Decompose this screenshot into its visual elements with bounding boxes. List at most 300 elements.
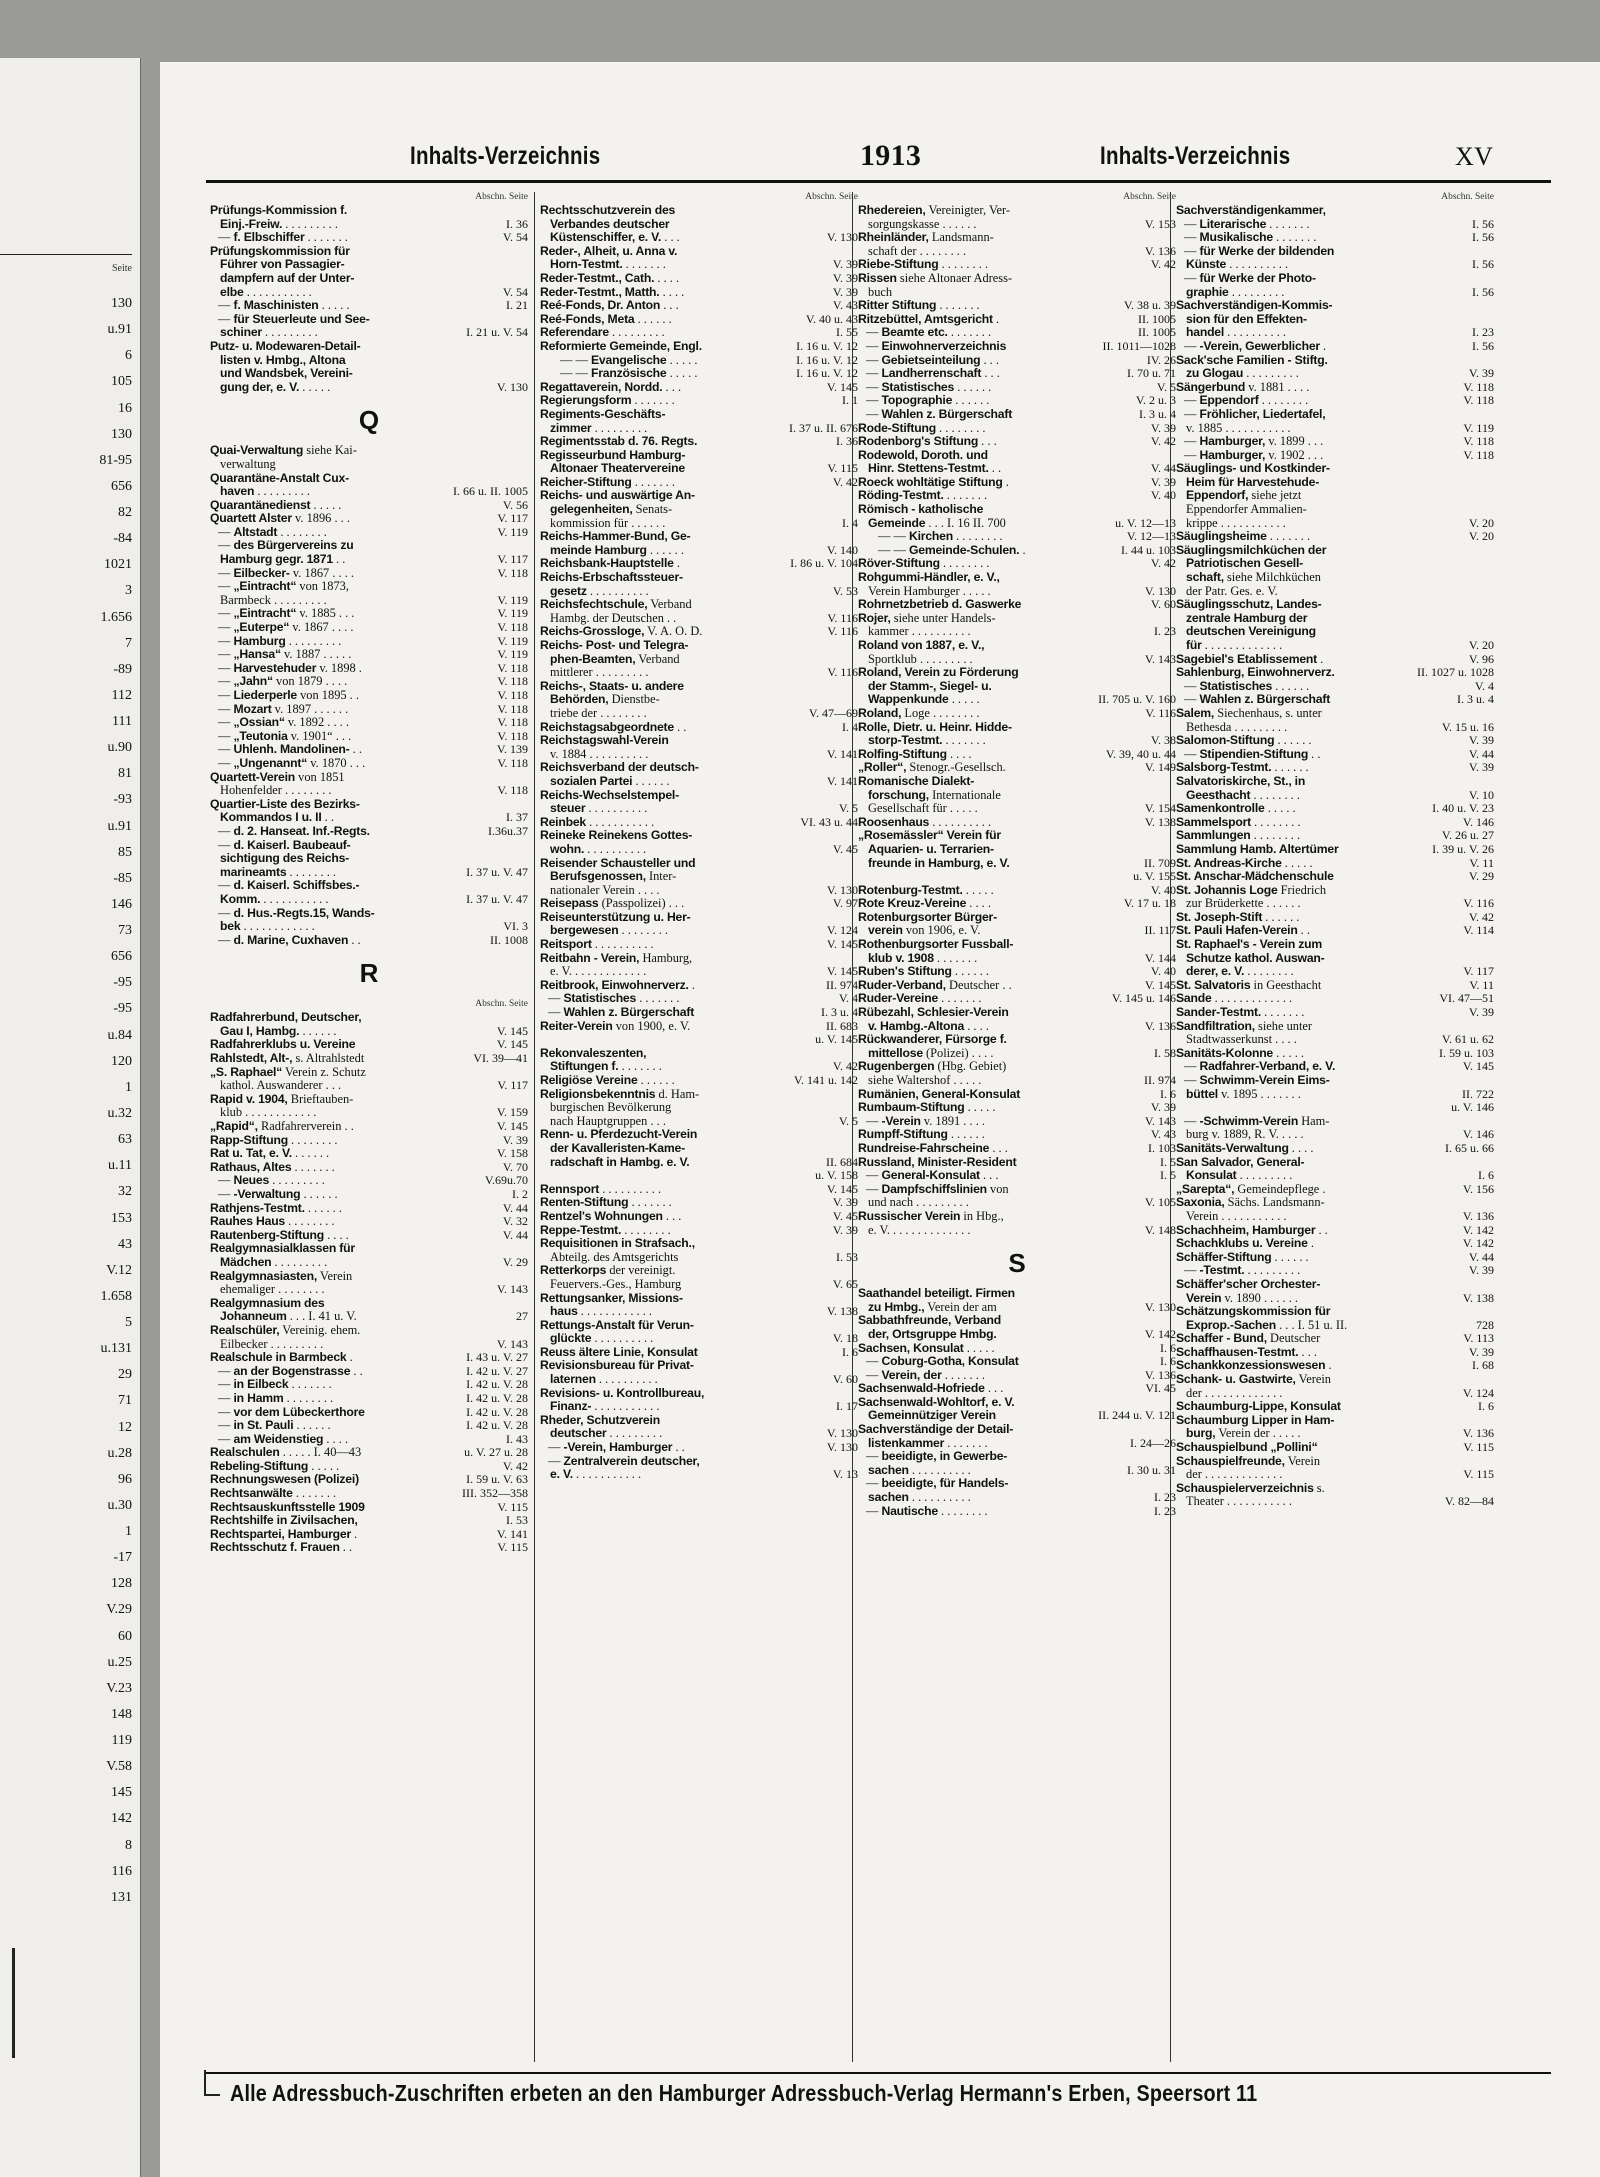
entry-name: — für Werke der bildenden [1184, 244, 1335, 258]
index-entry [1176, 1251, 1494, 1265]
prev-page-number: V.29 [106, 1602, 132, 1618]
index-entry [540, 1455, 858, 1469]
entry-name: Sängerbund v. 1881 . . . . [1176, 380, 1310, 394]
entry-reference: V. 130 [1144, 583, 1176, 598]
entry-reference: V. 141 u. 142 [793, 1073, 858, 1087]
entry-name: Religiöse Vereine . . . . . . [540, 1074, 675, 1087]
entry-reference: V. 105 [1144, 1195, 1176, 1210]
index-entry [210, 313, 528, 327]
entry-name: Rekonvaleszenten, [540, 1046, 647, 1060]
index-entry [1176, 1495, 1494, 1509]
index-entry [858, 517, 1176, 531]
entry-name: Rodewold, Doroth. und [858, 448, 988, 462]
prev-page-number: 63 [118, 1132, 132, 1148]
entry-name: Bethesda . . . . . . . . . [1186, 720, 1288, 734]
index-entry [858, 422, 1176, 436]
entry-name: Rohgummi-Händler, e. V., [858, 571, 1000, 585]
index-entry [540, 1142, 858, 1156]
index-entry [1176, 435, 1494, 449]
entry-name: — — Evangelische . . . . . [560, 353, 698, 367]
index-entry [858, 1328, 1176, 1342]
entry-name: Rennsport . . . . . . . . . . [540, 1182, 662, 1196]
entry-name: Einj.-Freiw. . . . . . . . . . [220, 217, 338, 231]
entry-name: Reineke Reinekens Gottes- [540, 829, 693, 843]
entry-reference: V. 39 [1468, 760, 1494, 775]
index-entry [1176, 1060, 1494, 1074]
entry-name: — Beamte etc. . . . . . . . [866, 326, 992, 340]
entry-name: Ruben's Stiftung . . . . . . [858, 965, 989, 979]
entry-reference: V. 11 [1469, 855, 1494, 870]
index-entry [1176, 367, 1494, 381]
entry-reference: V. 70 [502, 1159, 528, 1174]
entry-name: Hamburg gegr. 1871 . . [220, 553, 346, 567]
index-entry [540, 1047, 858, 1061]
index-entry [1176, 272, 1494, 286]
index-entry [210, 1270, 528, 1284]
index-entry [1176, 870, 1494, 884]
entry-name: — Schwimm-Verein Eims- [1184, 1074, 1330, 1087]
entry-reference: I. 5 [1160, 1154, 1176, 1169]
entry-name: — Hamburg . . . . . . . . . [218, 634, 342, 648]
entry-name: bek . . . . . . . . . . . . [220, 920, 315, 934]
entry-name: — -Verwaltung . . . . . . [218, 1188, 338, 1201]
entry-reference: 27 [516, 1309, 528, 1324]
entry-reference: I. 30 u. 31 [1127, 1462, 1176, 1477]
index-entry [1176, 612, 1494, 626]
index-entry [1176, 802, 1494, 816]
entry-name: Reformierte Gemeinde, Engl. [540, 339, 702, 353]
entry-reference: V. 5 [838, 801, 858, 816]
entry-reference: V. 116 [1145, 705, 1176, 720]
entry-name: Schaumburg Lipper in Ham- [1176, 1413, 1335, 1427]
index-entry [858, 381, 1176, 395]
entry-name: Reisender Schausteller und [540, 856, 696, 870]
index-entry [540, 1292, 858, 1306]
index-entry [210, 1297, 528, 1311]
entry-name: e. V. . . . . . . . . . . . . . [868, 1223, 971, 1237]
entry-reference: V. 145 [826, 379, 858, 394]
entry-name: Reder-Testmt., Cath. . . . . [540, 271, 680, 285]
prev-page-number: V.58 [106, 1759, 132, 1775]
prev-page-number: 131 [111, 1889, 132, 1905]
entry-name: Renten-Stiftung . . . . . . . [540, 1196, 672, 1210]
entry-name: Quarantäne-Anstalt Cux- [210, 471, 349, 485]
index-entry [540, 748, 858, 762]
entry-name: Schauspielerverzeichnis s. [1176, 1481, 1325, 1495]
entry-name: Rechtsschutzverein des [540, 204, 676, 217]
index-entry [858, 340, 1176, 354]
index-entry [210, 1174, 528, 1188]
entry-reference: V. 18 [832, 1331, 858, 1346]
index-entry [1176, 680, 1494, 694]
prev-page-number: -89 [113, 661, 132, 677]
entry-name: Romanische Dialekt- [858, 774, 975, 788]
index-entry [1176, 748, 1494, 762]
entry-reference: V. 115 [827, 461, 858, 476]
entry-reference: I. 6 [842, 1344, 858, 1359]
entry-name: zu Hmbg., Verein der am [868, 1300, 997, 1314]
index-entry [1176, 639, 1494, 653]
entry-name: v. 1884 . . . . . . . . . . [550, 747, 649, 761]
entry-reference: I. 70 u. 71 [1127, 366, 1176, 381]
index-entry [858, 924, 1176, 938]
entry-reference: I. 23 [1154, 1490, 1176, 1505]
index-entry [210, 1188, 528, 1202]
entry-name: Behörden, Dienstbe- [550, 693, 660, 707]
entry-name: graphie . . . . . . . . . [1186, 285, 1285, 299]
index-entry [1176, 1196, 1494, 1210]
entry-reference: V. 116 [827, 624, 858, 639]
index-entry [1176, 1128, 1494, 1142]
entry-reference: I. 4 [842, 515, 858, 530]
index-entry [210, 526, 528, 540]
entry-name: Barmbeck . . . . . . . . . [220, 593, 327, 607]
index-entry [540, 816, 858, 830]
entry-reference: V. 146 [1462, 814, 1494, 829]
entry-name: Berufsgenossen, Inter- [550, 870, 677, 884]
entry-reference: V. 96 [1468, 651, 1494, 666]
index-entry [210, 1256, 528, 1270]
entry-name: — Neues . . . . . . . . . [218, 1174, 325, 1188]
index-entry [210, 1446, 528, 1460]
index-entry [858, 1060, 1176, 1074]
entry-name: Künste . . . . . . . . . . [1186, 258, 1289, 272]
index-entry [540, 775, 858, 789]
entry-reference: V. 11 [1469, 977, 1494, 992]
entry-name: — -Testmt. . . . . . . . . . [1184, 1264, 1301, 1278]
index-entry [210, 784, 528, 798]
index-entry [540, 1074, 858, 1088]
entry-name: Rodenborg's Stiftung . . . [858, 435, 997, 449]
entry-reference: V. 39 [1150, 474, 1176, 489]
index-entry [858, 857, 1176, 871]
entry-reference: V. 54 [502, 284, 528, 299]
entry-reference: V. 39 [1468, 366, 1494, 381]
index-entry [210, 539, 528, 553]
index-entry [540, 1319, 858, 1333]
entry-reference: V. 118 [497, 660, 528, 675]
index-entry [858, 326, 1176, 340]
index-entry [540, 1387, 858, 1401]
index-entry [1176, 1319, 1494, 1333]
entry-reference: V. 42 [1150, 257, 1176, 272]
index-entry [540, 1196, 858, 1210]
entry-reference: V. 130 [1144, 1299, 1176, 1314]
index-entry [210, 662, 528, 676]
entry-name: Requisitionen in Strafsach., [540, 1237, 695, 1251]
entry-reference: II. 117 [1144, 923, 1176, 938]
entry-name: Verein . . . . . . . . . . . [1186, 1209, 1287, 1223]
entry-name: Reichstagsabgeordnete . . [540, 720, 687, 734]
index-entry [1176, 721, 1494, 735]
entry-reference: V. 116 [1463, 896, 1494, 911]
entry-name: nationaler Verein . . . . [550, 883, 660, 897]
index-entry [1176, 857, 1494, 871]
entry-name: Rhedereien, Vereinigter, Ver- [858, 204, 1011, 217]
prev-page-number: u.28 [107, 1445, 132, 1461]
entry-reference: V. 26 u. 27 [1441, 828, 1494, 843]
entry-reference: V. 13 [832, 1467, 858, 1482]
entry-name: — „Eintracht“ v. 1885 . . . [218, 607, 355, 621]
entry-name: Regimentsstab d. 76. Regts. [540, 435, 698, 449]
index-entry [858, 1128, 1176, 1142]
entry-name: — „Hansa“ v. 1887 . . . . . [218, 648, 352, 662]
index-entry [540, 557, 858, 571]
index-entry [858, 843, 1176, 857]
entry-name: Rathjens-Testmt. . . . . . . [210, 1201, 342, 1215]
entry-name: — „Eintracht“ von 1873, [218, 580, 349, 594]
entry-name: Rode-Stiftung . . . . . . . . [858, 421, 986, 435]
entry-reference: V. 117 [497, 1078, 528, 1093]
entry-name: — Hamburger, v. 1899 . . . [1184, 435, 1324, 449]
index-entry [210, 1338, 528, 1352]
index-entry [540, 1305, 858, 1319]
header-right-title: Inhalts-Verzeichnis [1100, 142, 1291, 170]
entry-reference: V. 158 [496, 1146, 528, 1161]
index-entry [1176, 585, 1494, 599]
entry-reference: V. 118 [1463, 447, 1494, 462]
index-entry [540, 938, 858, 952]
previous-page-edge [0, 58, 141, 2177]
index-entry [210, 1079, 528, 1093]
entry-name: meinde Hamburg . . . . . . [550, 543, 684, 557]
entry-reference: II. 709 [1144, 855, 1176, 870]
index-entry [1176, 897, 1494, 911]
index-entry [540, 422, 858, 436]
index-entry [210, 839, 528, 853]
entry-reference: V. 145 [826, 1181, 858, 1196]
index-entry [540, 231, 858, 245]
index-entry [1176, 544, 1494, 558]
prev-page-number: 1 [125, 1524, 132, 1540]
index-entry [1176, 476, 1494, 490]
entry-name: Schaffhausen-Testmt. . . . [1176, 1345, 1318, 1359]
entry-name: marineamts . . . . . . . . [220, 865, 336, 879]
entry-reference: V. 119 [497, 592, 528, 607]
prev-page-number: 8 [125, 1837, 132, 1853]
header-left-title: Inhalts-Verzeichnis [410, 142, 601, 170]
entry-name: Wappenkunde . . . . . [868, 693, 980, 707]
entry-name: Sportklub . . . . . . . . . [868, 652, 973, 666]
index-entry [540, 1264, 858, 1278]
entry-name: Rechtshilfe in Zivilsachen, [210, 1514, 358, 1528]
entry-name: Ritter Stiftung . . . . . . . [858, 299, 980, 313]
entry-name: burg v. 1889, R. V. . . . . [1186, 1128, 1304, 1142]
prev-page-number: u.131 [100, 1341, 132, 1357]
entry-name: Rotenburg-Testmt. . . . . . [858, 883, 994, 897]
index-entry [540, 680, 858, 694]
entry-name: Russischer Verein in Hbg., [858, 1209, 1004, 1223]
entry-name: gung der, e. V. . . . . . [220, 380, 331, 394]
entry-name: St. Joseph-Stift . . . . . . [1176, 910, 1300, 924]
entry-reference: I. 3 u. 4 [1457, 692, 1494, 707]
entry-name: Exprop.-Sachen . . . I. 51 u. II. [1186, 1318, 1348, 1332]
entry-reference: II. 722 [1462, 1086, 1494, 1101]
entry-name: Rapp-Stiftung . . . . . . . . [210, 1133, 338, 1147]
prev-page-number: u.11 [108, 1158, 132, 1174]
entry-name: — -Verein, Gewerblicher . [1184, 339, 1327, 353]
entry-reference: V. 145 [826, 937, 858, 952]
entry-name: Rothenburgsorter Fussball- [858, 938, 1014, 952]
entry-name: Reppe-Testmt. . . . . . . . . [540, 1223, 671, 1237]
entry-name: Rechtsauskunftsstelle 1909 [210, 1500, 365, 1514]
index-entry [858, 1450, 1176, 1464]
index-entry [858, 585, 1176, 599]
index-entry [540, 503, 858, 517]
entry-reference: VI. 47—51 [1439, 991, 1494, 1006]
entry-reference: I. 17 [836, 1399, 858, 1414]
index-entry [210, 444, 528, 458]
index-entry [210, 743, 528, 757]
prev-page-number: 148 [111, 1706, 132, 1722]
index-entry [540, 707, 858, 721]
entry-name: „Rosemässler“ Verein für [858, 829, 1001, 843]
index-entry [1176, 761, 1494, 775]
entry-name: deutscher . . . . . . . . . [550, 1427, 663, 1441]
index-entry [210, 340, 528, 354]
entry-name: Salem, Siechenhaus, s. unter [1176, 706, 1322, 720]
prev-page-number: 81 [118, 766, 132, 782]
entry-name: — Wahlen z. Bürgerschaft [866, 407, 1013, 421]
index-entry [540, 1101, 858, 1115]
entry-name: Sammlung Hamb. Altertümer [1176, 842, 1339, 856]
index-entry [858, 503, 1176, 517]
index-entry [858, 1183, 1176, 1197]
entry-name: listen v. Hmbg., Altona [220, 353, 346, 367]
entry-reference: V. 118 [497, 755, 528, 770]
entry-reference: V. 130 [826, 882, 858, 897]
entry-name: verwaltung [220, 457, 276, 471]
entry-name: freunde in Hamburg, e. V. [868, 856, 1010, 870]
entry-reference: I. 37 u. V. 47 [466, 891, 528, 906]
index-entry [858, 1210, 1176, 1224]
prev-page-number: 130 [111, 426, 132, 442]
entry-name: e. V. . . . . . . . . . . . [550, 1468, 642, 1482]
index-entry [858, 761, 1176, 775]
entry-name: — — Kirchen . . . . . . . . [878, 530, 1003, 544]
entry-name: Röver-Stiftung . . . . . . . . [858, 557, 990, 571]
entry-name: — Uhlenh. Mandolinen- . . [218, 743, 362, 757]
entry-name: Finanz- . . . . . . . . . . . [550, 1400, 660, 1414]
prev-page-number: 656 [111, 949, 132, 965]
index-entry [1176, 530, 1494, 544]
index-entry [210, 757, 528, 771]
index-entry [210, 934, 528, 948]
entry-name: — Eilbecker- v. 1867 . . . . [218, 566, 355, 580]
index-entry [1176, 1292, 1494, 1306]
index-entry [210, 866, 528, 880]
index-entry [858, 218, 1176, 232]
index-entry [540, 272, 858, 286]
entry-name: Reitbrook, Einwohnerverz. . [540, 978, 695, 992]
index-entry [858, 1169, 1176, 1183]
prev-page-number: u.91 [107, 322, 132, 338]
entry-name: — in Eilbeck . . . . . . . [218, 1378, 332, 1392]
entry-reference: V. 82—84 [1444, 1494, 1494, 1509]
entry-reference: II. 684 [826, 1154, 858, 1169]
index-entry [540, 381, 858, 395]
entry-reference: I. 40 u. V. 23 [1432, 801, 1494, 816]
entry-reference: II. 244 u. V. 121 [1098, 1408, 1176, 1423]
prev-page-number: 105 [111, 374, 132, 390]
index-entry [858, 1423, 1176, 1437]
index-entry [540, 489, 858, 503]
entry-reference: V. 42 [1150, 556, 1176, 571]
entry-name: Führer von Passagier- [220, 258, 345, 272]
index-entry [1176, 924, 1494, 938]
entry-reference: V. 119 [497, 647, 528, 662]
index-entry [858, 816, 1176, 830]
entry-name: Schäffer'scher Orchester- [1176, 1277, 1321, 1291]
entry-name: Riebe-Stiftung . . . . . . . . [858, 258, 989, 272]
index-entry [1176, 1169, 1494, 1183]
index-entry [858, 789, 1176, 803]
entry-reference: V. 118 [497, 701, 528, 716]
entry-name: Sander-Testmt. . . . . . . . [1176, 1006, 1305, 1020]
entry-name: Rechtsanwälte . . . . . . . [210, 1487, 337, 1501]
entry-reference: V. 45 [832, 841, 858, 856]
entry-name: Regierungsform . . . . . . . [540, 394, 675, 408]
entry-name: Hohenfelder . . . . . . . . [220, 784, 332, 798]
entry-reference: I. 56 [1472, 230, 1494, 245]
index-entry [1176, 204, 1494, 218]
entry-reference: V. 143 [496, 1336, 528, 1351]
entry-name: Regiments-Geschäfts- [540, 407, 666, 421]
prev-page-number: 130 [111, 296, 132, 311]
entry-name: triebe der . . . . . . . . [550, 706, 647, 720]
entry-name: — „Teutonia v. 1901“ . . . [218, 729, 352, 743]
entry-name: Stadtwasserkunst . . . . [1186, 1033, 1297, 1047]
entry-reference: V. 143 [1144, 1113, 1176, 1128]
entry-reference: V. 39 [1150, 420, 1176, 435]
entry-name: Rolfing-Stiftung . . . . [858, 747, 972, 761]
entry-reference: V. 143 [1144, 651, 1176, 666]
index-entry [1176, 557, 1494, 571]
entry-name: — General-Konsulat . . . [866, 1169, 999, 1183]
entry-reference: V. 142 [1462, 1222, 1494, 1237]
entry-name: Rumbaum-Stiftung . . . . . [858, 1101, 996, 1115]
index-entry [1176, 1387, 1494, 1401]
column-header: Abschn. Seite [1123, 192, 1176, 202]
entry-reference: I. 103 [1148, 1140, 1176, 1155]
entry-name: Revisionsbureau für Privat- [540, 1359, 694, 1373]
entry-reference: V. 114 [1463, 923, 1494, 938]
entry-name: Rückwanderer, Fürsorge f. [858, 1033, 1007, 1047]
entry-name: Reisepass (Passpolizei) . . . [540, 897, 685, 911]
entry-reference: V. 17 u. 18 [1123, 896, 1176, 911]
page-number: XV [1455, 142, 1494, 171]
entry-name: Säuglingsschutz, Landes- [1176, 598, 1322, 612]
entry-name: schiner . . . . . . . . . [220, 326, 318, 340]
index-entry [858, 286, 1176, 300]
entry-name: Reichs-, Staats- u. andere [540, 679, 684, 693]
entry-reference: I. 43 u. V. 27 [466, 1350, 528, 1365]
entry-reference: V. 118 [497, 620, 528, 635]
index-column-3 [858, 190, 1176, 2060]
index-entry [858, 1088, 1176, 1102]
entry-reference: V. 42 [832, 1059, 858, 1074]
entry-reference: V. 47—69 [808, 705, 858, 720]
index-entry [210, 1378, 528, 1392]
entry-name: Samenkontrolle . . . . . [1176, 802, 1296, 816]
entry-name: Eppendorf, siehe jetzt [1186, 489, 1302, 503]
entry-reference: V. 115 [497, 1540, 528, 1555]
entry-name: — -Verein, Hamburger . . [548, 1441, 685, 1455]
entry-reference: V. 138 [826, 1304, 858, 1319]
entry-reference: I. 23 [1154, 624, 1176, 639]
entry-name: Sanitäts-Verwaltung . . . . [1176, 1141, 1314, 1155]
entry-name: Verbandes deutscher [550, 217, 670, 231]
